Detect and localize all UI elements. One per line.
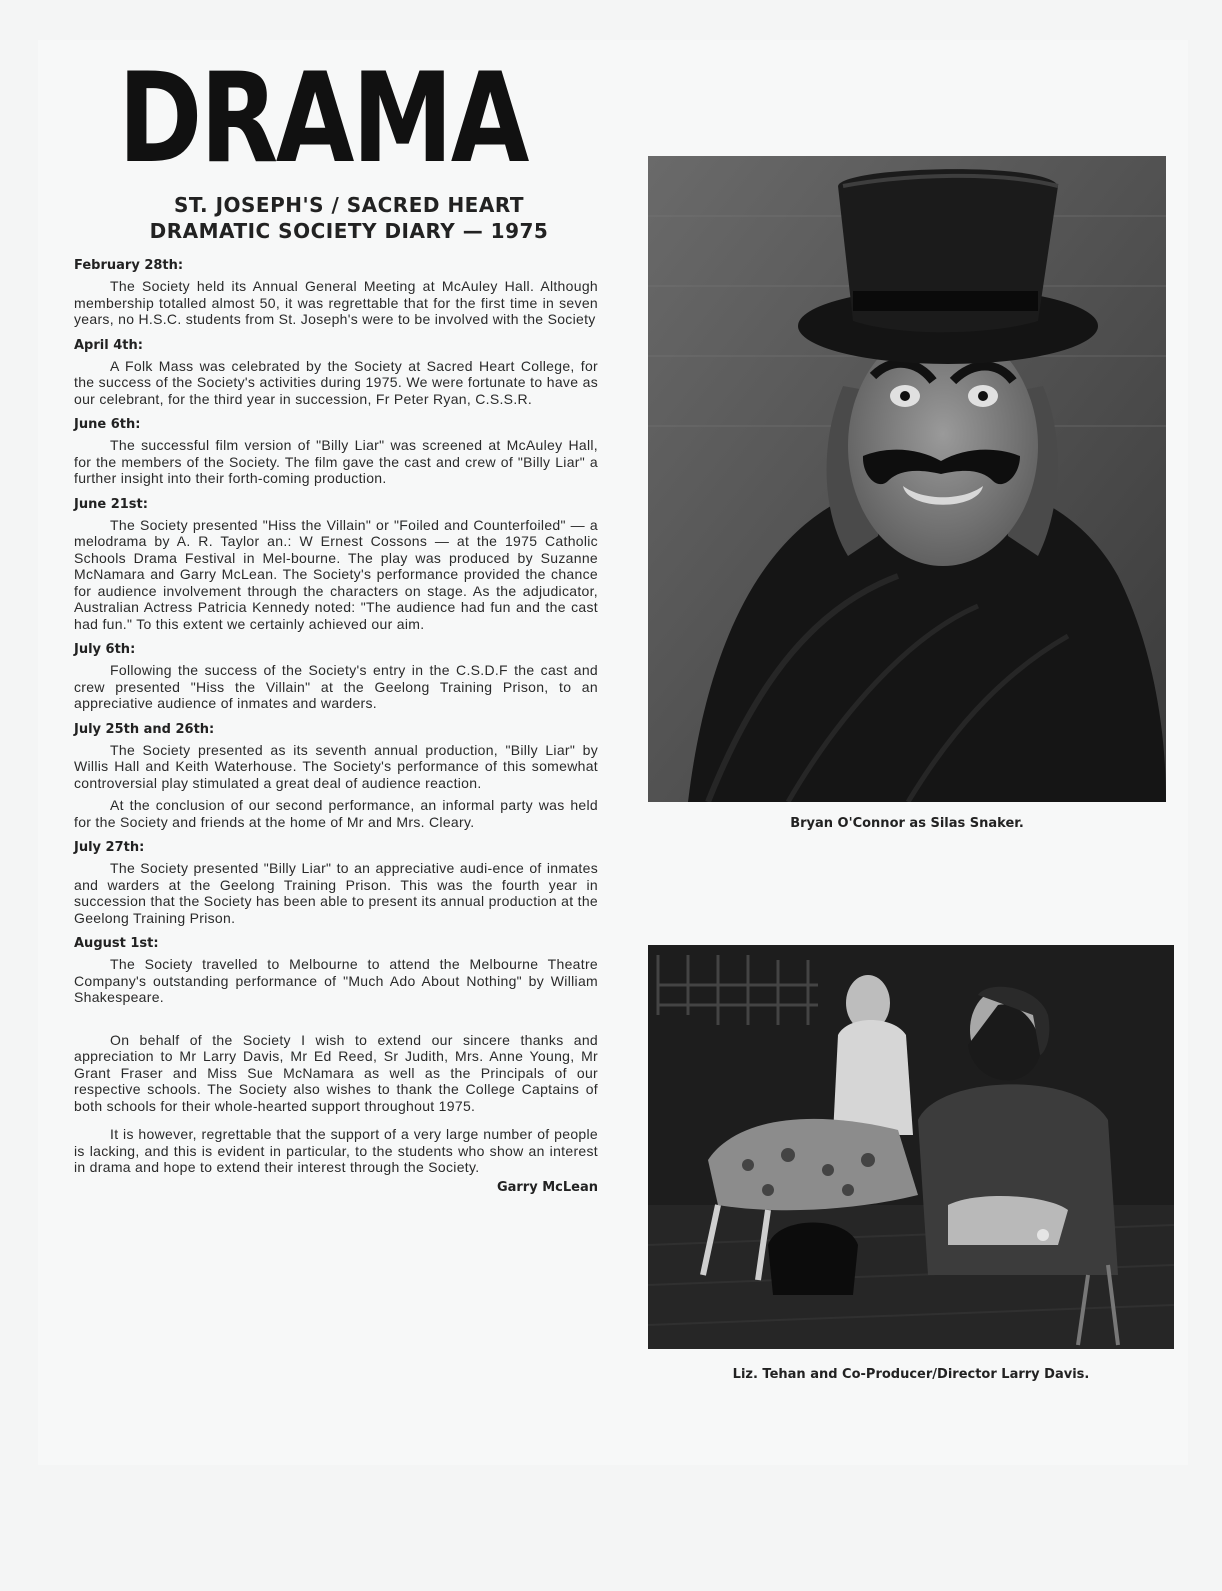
closing-paragraph-thanks: On behalf of the Society I wish to extend our sincere thanks and appreciation to Mr Larry Davis, Mr Ed Reed, Sr Judith, Mrs. Anne Young, Mr Grant Fraser and Miss Sue McNamara as well as the Principals of our respective schools. The Society also wishes to thank the College Captains of both schools for their whole-hearted support throughout 1975. — [74, 1031, 598, 1114]
entry-date: July 6th: — [74, 642, 136, 657]
diary-entry — [70, 840, 598, 926]
entry-text: The Society travelled to Melbourne to attend the Melbourne Theatre Company's outstanding performance of "Much Ado About Nothing" by William Shakespeare. — [74, 956, 598, 1005]
entry-text: The Society presented as its seventh annual production, "Billy Liar" by Willis Hall and Keith Waterhouse. The Society's performance of this somewhat controversial play stimulated a great deal of audience reaction. — [74, 741, 598, 791]
subtitle-line-1: ST. JOSEPH'S / SACRED HEART — [174, 193, 524, 217]
diary-entry — [70, 642, 598, 712]
entry-text: The Society presented "Billy Liar" to an appreciative audi-ence of inmates and warders at the Geelong Training Prison. This was the fourth year in succession that the Society has been able to present its annual production at the Geelong Training Prison. — [74, 860, 598, 926]
entry-date: June 6th: — [74, 417, 141, 432]
seated-pair-photo — [648, 945, 1174, 1349]
diary-entry — [70, 258, 598, 328]
diary-entry — [70, 497, 598, 633]
seated-pair-photo-caption: Liz. Tehan and Co-Producer/Director Larry Davis. — [732, 1367, 1090, 1382]
author-signature: Garry McLean — [496, 1179, 598, 1195]
article-subtitle — [70, 192, 598, 244]
entry-text: The Society held its Annual General Meeting at McAuley Hall. Although membership totalled almost 50, it was regrettable that for the first time in seven years, no H.S.C. students from St. Joseph's were to be involved with the Society — [74, 278, 598, 327]
diary-entry — [70, 338, 598, 408]
villain-photo — [648, 156, 1166, 802]
entry-date: July 25th and 26th: — [74, 721, 215, 737]
entry-text: The Society presented "Hiss the Villain" or "Foiled and Counterfoiled" — a melodrama by A. R. Taylor an.: W Ernest Cossons — at the 1975 Catholic Schools Drama Festival in Mel-bourne. The play was produced by Suzanne McNamara and Garry McLean. The Society's performance provided the chance for audience involvement through the characters on stage. As the adjudicator, Australian Actress Patricia Kennedy noted: "The audience had fun and the cast had fun." To this extent we certainly achieved our aim. — [74, 516, 598, 632]
entry-date: February 28th: — [74, 258, 184, 273]
entry-date: July 27th: — [74, 840, 145, 855]
entry-text: The successful film version of "Billy Liar" was screened at McAuley Hall, for the members of the Society. The film gave the cast and crew of "Billy Liar" a further insight into their forth-coming production. — [74, 437, 598, 486]
diary-entry — [70, 417, 598, 487]
article-column — [70, 47, 598, 1196]
entry-date: April 4th: — [74, 337, 143, 353]
entry-date: June 21st: — [74, 496, 148, 512]
entry-text-continued: At the conclusion of our second performance, an informal party was held for the Society and friends at the home of Mr and Mrs. Cleary. — [74, 797, 598, 830]
closing-paragraph-concern: It is however, regrettable that the support of a very large number of people is lacking, and this is evident in particular, to the students who show an interest in drama and hope to extend their interest through the Society. — [74, 1126, 598, 1175]
page-title: DRAMA — [118, 47, 527, 191]
seated-pair-photo-image — [648, 945, 1174, 1349]
villain-photo-caption: Bryan O'Connor as Silas Snaker. — [790, 816, 1024, 831]
diary-entry — [70, 722, 598, 831]
entry-text: Following the success of the Society's entry in the C.S.D.F the cast and crew presented "Hiss the Villain" at the Geelong Training Prison, to an appreciative audience of inmates and warders. — [74, 662, 598, 711]
entry-text: A Folk Mass was celebrated by the Society at Sacred Heart College, for the success of the Society's activities during 1975. We were fortunate to have as our celebrant, for the third year in succession, Fr Peter Ryan, C.S.S.R. — [74, 357, 598, 407]
entry-date: August 1st: — [74, 936, 159, 951]
subtitle-line-2: DRAMATIC SOCIETY DIARY — 1975 — [149, 219, 549, 243]
diary-entries — [70, 258, 598, 1006]
villain-photo-image — [648, 156, 1166, 802]
diary-entry — [70, 936, 598, 1006]
